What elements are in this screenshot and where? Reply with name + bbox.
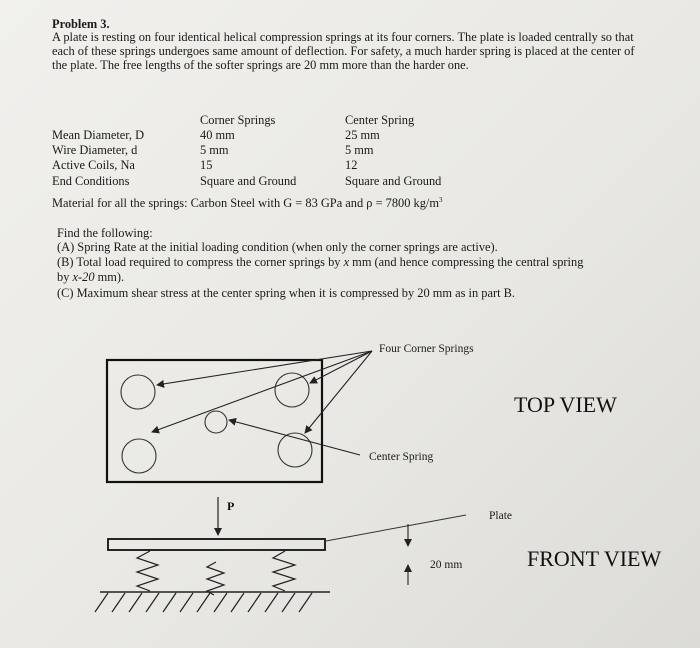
label-load-p: P bbox=[227, 499, 235, 513]
label-top-view: TOP VIEW bbox=[514, 392, 617, 417]
col-header-corner: Corner Springs bbox=[200, 113, 276, 127]
row-label-end-conditions: End Conditions bbox=[52, 174, 130, 188]
material-text: Material for all the springs: Carbon Steel with G = 83 GPa and ρ = 7800 kg/m bbox=[52, 196, 440, 211]
center-active-coils: 12 bbox=[345, 158, 358, 172]
task-b-var2: x-20 bbox=[72, 270, 95, 284]
leader-lines-corner bbox=[152, 351, 372, 433]
task-b-text2: mm (and hence compressing the central spring bbox=[349, 255, 584, 269]
task-c: (C) Maximum shear stress at the center spring when it is compressed by 20 mm as in part B. bbox=[57, 286, 516, 300]
center-wire-diameter: 5 mm bbox=[345, 143, 374, 157]
label-center-spring: Center Spring bbox=[369, 451, 434, 463]
problem-intro: A plate is resting on four identical helical compression springs at its four corners. The plate is loaded centrally so that each of these springs undergoes same amount of deflection. For safety, a much harder spring is placed at the center of the plate. The free lengths of the softer springs are 20 mm more than the harder one. bbox=[52, 30, 635, 73]
task-b-var: x bbox=[343, 255, 350, 269]
spring-coils-front bbox=[137, 551, 295, 595]
plate-leader bbox=[326, 515, 466, 541]
corner-spring-top-left bbox=[121, 375, 155, 409]
col-header-center: Center Spring bbox=[345, 113, 415, 127]
center-spring-top bbox=[205, 411, 227, 433]
leader-line-center bbox=[229, 420, 360, 455]
corner-end-conditions: Square and Ground bbox=[200, 174, 297, 188]
ground-hatching bbox=[95, 592, 330, 612]
row-label-mean-diameter: Mean Diameter, D bbox=[52, 128, 145, 142]
center-mean-diameter: 25 mm bbox=[345, 128, 380, 142]
label-four-corner-springs: Four Corner Springs bbox=[379, 343, 474, 355]
label-front-view: FRONT VIEW bbox=[527, 546, 662, 571]
problem-title: Problem 3. bbox=[52, 17, 110, 31]
corner-spring-top-right bbox=[275, 373, 309, 407]
task-b-text1: (B) Total load required to compress the corner springs by bbox=[57, 255, 344, 269]
center-end-conditions: Square and Ground bbox=[345, 174, 442, 188]
corner-mean-diameter: 40 mm bbox=[200, 128, 235, 142]
corner-spring-bottom-left bbox=[122, 439, 156, 473]
row-label-active-coils: Active Coils, Na bbox=[52, 158, 135, 172]
material-exponent: 3 bbox=[439, 196, 443, 204]
corner-wire-diameter: 5 mm bbox=[200, 143, 229, 157]
tasks-heading: Find the following: bbox=[57, 226, 153, 240]
row-label-wire-diameter: Wire Diameter, d bbox=[52, 143, 138, 157]
corner-active-coils: 15 bbox=[200, 158, 213, 172]
label-gap-20mm: 20 mm bbox=[430, 559, 463, 571]
task-b-text3: by bbox=[57, 270, 73, 284]
task-a: (A) Spring Rate at the initial loading condition (when only the corner springs are active). bbox=[57, 240, 498, 254]
top-view-plate bbox=[107, 360, 322, 482]
task-b-text4: mm). bbox=[94, 270, 125, 284]
front-view-plate bbox=[108, 539, 325, 550]
label-plate: Plate bbox=[489, 510, 512, 522]
